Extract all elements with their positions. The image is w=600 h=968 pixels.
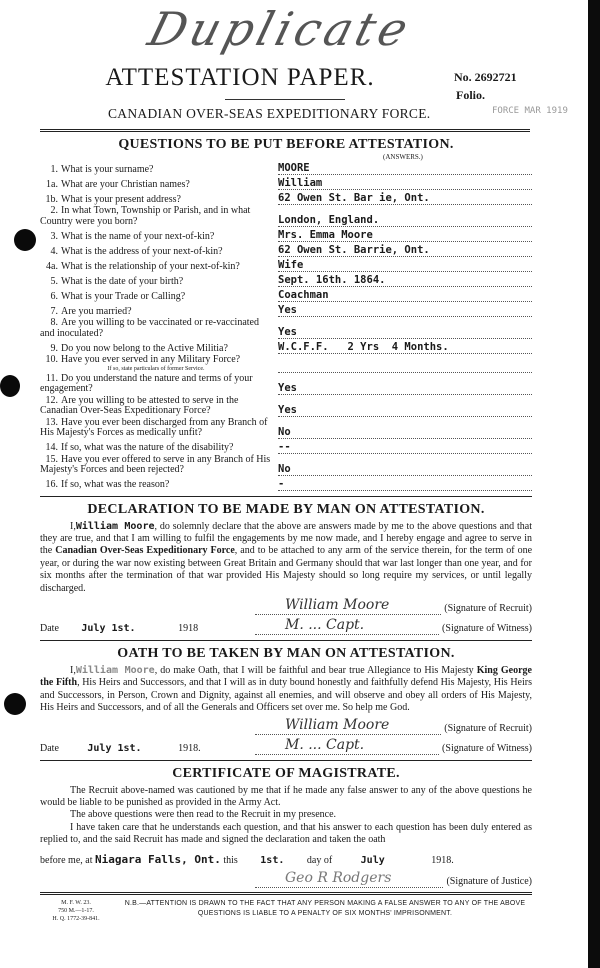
punch-hole bbox=[14, 229, 36, 251]
recruit-signature: William Moore bbox=[285, 596, 390, 613]
question-number: 4. bbox=[50, 245, 58, 257]
handwritten-duplicate: Duplicate bbox=[142, 2, 418, 56]
oath-date bbox=[40, 743, 255, 755]
question-5 bbox=[40, 232, 272, 243]
question-text: Are you willing to be attested to serve in the Canadian Over-Seas Expeditionary Force? bbox=[40, 394, 239, 416]
answer-11: Yes bbox=[278, 326, 532, 339]
answer-5: Mrs. Emma Moore bbox=[278, 229, 532, 242]
answer-15: Yes bbox=[278, 404, 532, 417]
question-18 bbox=[40, 455, 272, 476]
oath-recruit-label: (Signature of Recruit) bbox=[444, 722, 532, 734]
oath-witness-signature-line bbox=[255, 736, 439, 755]
answer-16: No bbox=[278, 426, 532, 439]
justice-signature-line bbox=[255, 869, 443, 888]
question-11 bbox=[40, 318, 272, 339]
section-rule bbox=[40, 496, 532, 497]
answer-18: No bbox=[278, 463, 532, 476]
question-text: What is the address of your next-of-kin? bbox=[61, 245, 223, 257]
question-13 bbox=[40, 355, 272, 373]
question-9 bbox=[40, 292, 272, 303]
answer-17: -- bbox=[278, 441, 532, 454]
answers-label: (ANSWERS.) bbox=[383, 153, 423, 161]
question-number: 5. bbox=[50, 275, 58, 287]
oath-recruit-signature: William Moore bbox=[285, 716, 390, 733]
question-3 bbox=[40, 195, 272, 206]
punch-hole bbox=[0, 375, 20, 397]
question-row-5 bbox=[40, 228, 532, 242]
witness-signature-line bbox=[255, 616, 439, 635]
date-year: 1918. bbox=[178, 742, 201, 754]
question-14 bbox=[40, 374, 272, 395]
year-value: 1918. bbox=[431, 854, 454, 866]
question-text: Have you ever offered to serve in any Branch of His Majesty's Forces and been rejected? bbox=[40, 453, 271, 475]
question-number: 8. bbox=[50, 317, 58, 328]
answer-3: 62 Owen St. Bar ie, Ont. bbox=[278, 192, 532, 205]
force-name-bold: Canadian Over-Seas Expeditionary Force bbox=[55, 545, 235, 557]
question-number: 2. bbox=[50, 205, 58, 216]
oath-witness-row bbox=[40, 735, 532, 755]
question-row-14 bbox=[40, 374, 532, 395]
question-1 bbox=[40, 165, 272, 176]
form-body bbox=[40, 136, 532, 923]
oath-text-1: , do make Oath, that I will be faithful and bear true Allegiance to His Majesty bbox=[154, 664, 477, 676]
question-8 bbox=[40, 277, 272, 288]
question-text: Do you now belong to the Active Militia? bbox=[61, 342, 228, 354]
form-code: H. Q. 1772-39-841. bbox=[52, 915, 100, 922]
question-text: What is your Trade or Calling? bbox=[61, 290, 186, 302]
witness-signature: M. ... Capt. bbox=[285, 616, 365, 633]
question-row-3 bbox=[40, 191, 532, 205]
question-text: What is the relationship of your next-of-kin? bbox=[61, 260, 240, 272]
question-row-11 bbox=[40, 318, 532, 339]
date-label: Date bbox=[40, 622, 59, 634]
question-text: If so, what was the reason? bbox=[61, 479, 170, 490]
answer-7: Wife bbox=[278, 259, 532, 272]
oath-witness-signature: M. ... Capt. bbox=[285, 736, 365, 753]
footer bbox=[40, 892, 532, 923]
declaration-date bbox=[40, 623, 255, 635]
section-rule bbox=[40, 760, 532, 761]
answer-14: Yes bbox=[278, 382, 532, 395]
answer-9: Coachman bbox=[278, 289, 532, 302]
question-number: 10. bbox=[45, 354, 58, 365]
question-row-18 bbox=[40, 455, 532, 476]
witness-signature-label: (Signature of Witness) bbox=[442, 622, 532, 634]
question-19 bbox=[40, 480, 272, 491]
question-4 bbox=[40, 206, 272, 227]
oath-text bbox=[40, 665, 532, 715]
question-row-9 bbox=[40, 288, 532, 302]
answer-1: MOORE bbox=[278, 162, 532, 175]
question-text: Do you understand the nature and terms of your engagement? bbox=[40, 372, 253, 394]
question-number: 1b. bbox=[45, 193, 58, 205]
form-code: 750 M.—1-17. bbox=[58, 907, 94, 914]
justice-row bbox=[40, 868, 532, 888]
folio-label: Folio. bbox=[456, 88, 485, 102]
certificate-p1: The Recruit above-named was cautioned by me that if he made any false answer to any of the above questions he would be liable to be punished as provided in the Army Act. bbox=[40, 784, 532, 808]
question-text: What are your Christian names? bbox=[61, 178, 190, 190]
declaration-prefix: I, bbox=[70, 520, 76, 532]
answer-19: - bbox=[278, 478, 532, 491]
section-rule bbox=[40, 640, 532, 641]
question-number: 7. bbox=[50, 305, 58, 317]
question-number: 1a. bbox=[46, 178, 58, 190]
question-row-19 bbox=[40, 477, 532, 491]
question-row-4 bbox=[40, 206, 532, 227]
question-row-6 bbox=[40, 243, 532, 257]
title-divider bbox=[225, 99, 345, 100]
answer-10: Yes bbox=[278, 304, 532, 317]
oath-name: William Moore bbox=[75, 664, 155, 676]
question-row-17 bbox=[40, 440, 532, 454]
question-row-1 bbox=[40, 161, 532, 175]
oath-prefix: I, bbox=[70, 664, 76, 676]
answer-13 bbox=[278, 360, 532, 373]
oath-recruit-signature-line bbox=[255, 716, 441, 735]
before-label: before me, at bbox=[40, 854, 93, 866]
recruit-signature-line bbox=[255, 596, 441, 615]
question-12 bbox=[40, 344, 272, 355]
question-row-16 bbox=[40, 418, 532, 439]
question-number: 4a. bbox=[46, 260, 58, 272]
question-row-13 bbox=[40, 355, 532, 373]
question-text: What is your present address? bbox=[61, 193, 181, 205]
king-name: King George the Fifth bbox=[40, 664, 532, 689]
question-row-7 bbox=[40, 258, 532, 272]
question-15 bbox=[40, 396, 272, 417]
question-text: If so, what was the nature of the disability? bbox=[61, 442, 234, 453]
received-stamp: FORCE MAR 1919 bbox=[492, 106, 568, 116]
question-text: Are you willing to be vaccinated or re-vaccinated and inoculated? bbox=[40, 317, 259, 339]
punch-hole bbox=[4, 693, 26, 715]
question-number: 1. bbox=[50, 163, 58, 175]
questions-heading: QUESTIONS TO BE PUT BEFORE ATTESTATION. bbox=[118, 137, 454, 152]
form-code: M. F. W. 23. bbox=[61, 899, 91, 906]
form-codes bbox=[40, 899, 112, 923]
question-text: In what Town, Township or Parish, and in what Country were you born? bbox=[40, 205, 251, 227]
question-number: 6. bbox=[50, 290, 58, 302]
declarant-name: William Moore bbox=[75, 520, 155, 532]
oath-heading: OATH TO BE TAKEN BY MAN ON ATTESTATION. bbox=[117, 645, 455, 661]
declaration-recruit-row bbox=[40, 595, 532, 615]
question-row-10 bbox=[40, 303, 532, 317]
justice-label: (Signature of Justice) bbox=[446, 875, 532, 887]
declaration-text bbox=[40, 521, 532, 595]
question-number: 11. bbox=[45, 372, 58, 384]
question-number: 3. bbox=[50, 230, 58, 242]
declaration-text-2: , and to be attached to any arm of the service therein, for the term of one year, or during the war now existing between Great Britain and Germany should that war last longer than one year, and for six months after the termination of that war provided His Majesty should so long require my services, or until legally discharged. bbox=[40, 545, 533, 594]
this-label: this bbox=[223, 854, 238, 866]
question-17 bbox=[40, 443, 272, 454]
question-number: 16. bbox=[45, 479, 58, 490]
certificate-p3: I have taken care that he understands each question, and that his answer to each question has been duly entered as replied to, and the said Recruit has made and signed the declaration and taken the oath bbox=[40, 821, 532, 846]
date-value: July 1st. bbox=[87, 742, 142, 754]
certificate-p2: The above questions were then read to the Recruit in my presence. bbox=[70, 809, 337, 821]
scan-edge bbox=[588, 0, 600, 968]
force-name: CANADIAN OVER-SEAS EXPEDITIONARY FORCE. bbox=[108, 106, 431, 121]
regimental-number: No. 2692721 bbox=[454, 70, 517, 84]
place-value: Niagara Falls, Ont. bbox=[94, 852, 221, 866]
certificate-place-date bbox=[40, 853, 532, 868]
certificate-heading: CERTIFICATE OF MAGISTRATE. bbox=[172, 765, 400, 781]
question-7 bbox=[40, 262, 272, 273]
question-text: What is your surname? bbox=[61, 163, 154, 175]
day-of-label: day of bbox=[306, 854, 333, 866]
day-value: 1st. bbox=[260, 854, 285, 866]
oath-witness-label: (Signature of Witness) bbox=[442, 742, 532, 754]
penalty-notice: N.B.—ATTENTION IS DRAWN TO THE FACT THAT ANY PERSON MAKING A FALSE ANSWER TO ANY OF THE ABOVE QUESTIONS IS LIABLE TO A PENALTY OF SIX MONTHS' IMPRISONMENT. bbox=[124, 899, 526, 917]
month-value: July bbox=[360, 854, 385, 866]
question-text: Are you married? bbox=[61, 305, 132, 317]
recruit-signature-label: (Signature of Recruit) bbox=[444, 602, 532, 614]
oath-text-2: , His Heirs and Successors, and that I will as in duty bound honestly and faithfully defend His Majesty, His Heirs and Successors, in Person, Crown and Dignity, against all enemies, and will observe and obey all orders of His Majesty, His Heirs and Successors, and of all the Generals and Officers set over me. So help me God. bbox=[40, 677, 532, 714]
question-number: 13. bbox=[45, 416, 58, 428]
question-note: If so, state particulars of former Service. bbox=[107, 365, 205, 372]
date-label: Date bbox=[40, 742, 59, 754]
declaration-witness-row bbox=[40, 615, 532, 635]
header-rule bbox=[40, 129, 530, 132]
justice-signature: Geo R Rodgers bbox=[285, 869, 392, 886]
document-title: ATTESTATION PAPER. bbox=[105, 64, 375, 91]
question-text: What is the name of your next-of-kin? bbox=[61, 230, 215, 242]
answer-8: Sept. 16th. 1864. bbox=[278, 274, 532, 287]
question-row-12 bbox=[40, 340, 532, 354]
question-number: 14. bbox=[45, 442, 58, 453]
questions-list bbox=[40, 161, 532, 491]
question-16 bbox=[40, 418, 272, 439]
date-value: July 1st. bbox=[81, 622, 136, 634]
date-year: 1918 bbox=[178, 622, 199, 634]
answer-4: London, England. bbox=[278, 214, 532, 227]
question-row-8 bbox=[40, 273, 532, 287]
question-10 bbox=[40, 307, 272, 318]
answer-6: 62 Owen St. Barrie, Ont. bbox=[278, 244, 532, 257]
answer-2: William bbox=[278, 177, 532, 190]
question-number: 9. bbox=[50, 342, 58, 354]
question-number: 15. bbox=[45, 453, 58, 465]
declaration-heading: DECLARATION TO BE MADE BY MAN ON ATTESTATION. bbox=[87, 501, 485, 517]
question-row-2 bbox=[40, 176, 532, 190]
question-6 bbox=[40, 247, 272, 258]
question-text: Have you ever served in any Military Force? bbox=[61, 354, 241, 365]
oath-recruit-row bbox=[40, 715, 532, 735]
declaration-text-1: , do solemnly declare that the above are answers made by me to the above questions and that they are true, and that I am willing to fulfil the engagements by me now made, and I hereby engage and agree to serve in the bbox=[40, 520, 532, 557]
question-text: What is the date of your birth? bbox=[61, 275, 184, 287]
question-2 bbox=[40, 180, 272, 191]
answer-12: W.C.F.F. 2 Yrs 4 Months. bbox=[278, 341, 532, 354]
question-text: Have you ever been discharged from any Branch of His Majesty's Forces as medically unfit? bbox=[40, 416, 268, 438]
question-number: 12. bbox=[45, 394, 58, 406]
question-row-15 bbox=[40, 396, 532, 417]
